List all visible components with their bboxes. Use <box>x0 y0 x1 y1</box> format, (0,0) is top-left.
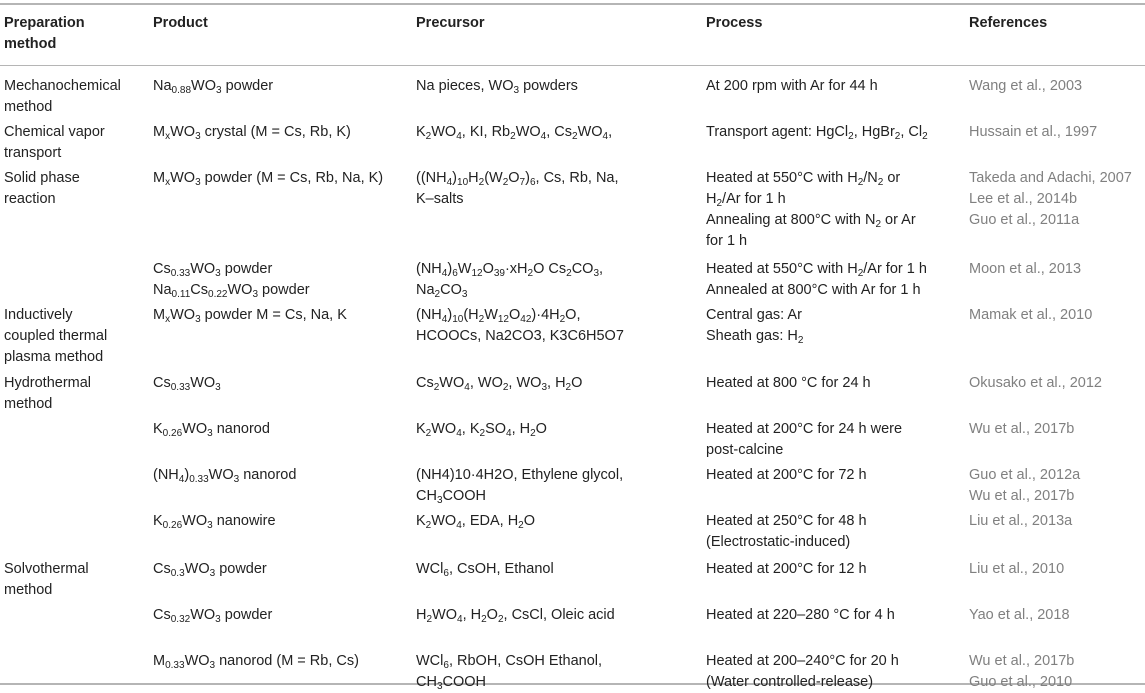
cell-references: Wu et al., 2017b Guo et al., 2010 <box>969 653 1075 690</box>
cell-product: $M_xWO_3$ crystal (M = Cs, Rb, K) <box>153 124 351 142</box>
cell-precursor: $K_2WO_4$, EDA, $H_2O$ <box>416 513 536 531</box>
cell-method: Mechanochemical method <box>4 78 121 115</box>
cell-product: $M_xWO_3$ powder (M = Cs, Rb, Na, K) <box>153 170 384 188</box>
cell-references: Moon et al., 2013 <box>969 261 1082 277</box>
cell-references: Liu et al., 2010 <box>969 561 1065 577</box>
header-rule <box>0 65 1145 66</box>
cell-process: At 200 rpm with Ar for 44 h <box>706 78 878 94</box>
cell-product: $Cs_{0.33}WO_3$ powder $Na_{0.11}Cs_{0.22}WO_3$ powder <box>153 261 310 300</box>
cell-process: Heated at 200°C for 24 h were post-calcine <box>706 421 903 458</box>
column-header: Precursor <box>416 15 485 31</box>
cell-product: $M_xWO_3$ powder M = Cs, Na, K <box>153 307 347 325</box>
cell-references: Mamak et al., 2010 <box>969 307 1093 323</box>
column-header: Product <box>153 15 208 31</box>
cell-references: Takeda and Adachi, 2007 Lee et al., 2014b Guo et al., 2011a <box>969 170 1132 228</box>
cell-precursor: $K_2WO_4$, $K_2SO_4$, $H_2O$ <box>416 421 547 439</box>
cell-process: Heated at 200°C for 12 h <box>706 561 867 577</box>
cell-product: $(NH_4)_{0.33}WO_3$ nanorod <box>153 467 297 485</box>
cell-process: Heated at 200°C for 72 h <box>706 467 867 483</box>
cell-product: $Na_{0.88}WO_3$ powder <box>153 78 274 96</box>
column-header: Preparation method <box>4 15 85 52</box>
column-header: References <box>969 15 1048 31</box>
cell-precursor: $(NH_4)_{10}(H_2W_{12}O_{42})\cdot 4H_2O$, HCOOCs, Na2CO3, K3C6H5O7 <box>416 307 624 344</box>
cell-method: Chemical vapor transport <box>4 124 105 161</box>
cell-references: Wu et al., 2017b <box>969 421 1075 437</box>
cell-process: Heated at 250°C for 48 h (Electrostatic-induced) <box>706 513 867 550</box>
cell-references: Wang et al., 2003 <box>969 78 1083 94</box>
cell-references: Hussain et al., 1997 <box>969 124 1098 140</box>
cell-precursor: $Cs_2WO_4$, $WO_2$, $WO_3$, $H_2O$ <box>416 375 583 393</box>
cell-product: $Cs_{0.32}WO_3$ powder <box>153 607 273 625</box>
cell-product: $K_{0.26}WO_3$ nanowire <box>153 513 276 531</box>
cell-process: Transport agent: HgCl$_2$, HgBr$_2$, $Cl_2$ <box>706 124 928 142</box>
cell-precursor: Na pieces, $WO_3$ powders <box>416 78 578 96</box>
cell-process: Central gas: Ar Sheath gas: $H_2$ <box>706 307 804 346</box>
top-rule <box>0 3 1145 5</box>
cell-product: $K_{0.26}WO_3$ nanorod <box>153 421 270 439</box>
cell-process: Heated at 550°C with $H_2/Ar$ for 1 h Annealed at 800°C with Ar for 1 h <box>706 261 927 298</box>
cell-precursor: ($(NH_4)_{10}H_2(W_2O_7)_6$, Cs, Rb, Na, K–salts <box>416 170 619 207</box>
cell-precursor: WCl$_6$, CsOH, Ethanol <box>416 561 554 579</box>
cell-process: Heated at 220–280 °C for 4 h <box>706 607 895 623</box>
cell-process: Heated at 800 °C for 24 h <box>706 375 871 391</box>
cell-method: Inductively coupled thermal plasma method <box>4 307 108 365</box>
cell-references: Liu et al., 2013a <box>969 513 1073 529</box>
cell-product: $M_{0.33}WO_3$ nanorod (M = Rb, Cs) <box>153 653 359 671</box>
cell-method: Hydrothermal method <box>4 375 92 412</box>
cell-precursor: $H_2WO_4$, $H_2O_2$, CsCl, Oleic acid <box>416 607 615 625</box>
cell-precursor: $K_2WO_4$, KI, $Rb_2WO_4$, $Cs_2WO_4$, <box>416 124 613 142</box>
cell-precursor: $(NH_4)_6W_{12}O_{39}\cdot xH_2O$ $Cs_2CO_3$, $Na_2CO_3$ <box>416 261 604 300</box>
cell-product: $Cs_{0.3}WO_3$ powder <box>153 561 267 579</box>
cell-method: Solvothermal method <box>4 561 89 598</box>
cell-references: Yao et al., 2018 <box>969 607 1070 623</box>
cell-process: Heated at 550°C with $H_2/N_2$ or $H_2/Ar$ for 1 h Annealing at 800°C with $N_2$ or Ar for 1 h <box>706 170 916 249</box>
cell-process: Heated at 200–240°C for 20 h (Water controlled-release) <box>706 653 899 690</box>
column-header: Process <box>706 15 763 31</box>
cell-references: Guo et al., 2012a Wu et al., 2017b <box>969 467 1081 504</box>
cell-precursor: WCl$_6$, RbOH, CsOH Ethanol, $CH_3COOH$ <box>416 653 603 692</box>
cell-references: Okusako et al., 2012 <box>969 375 1102 391</box>
cell-precursor: (NH4)10·4H2O, Ethylene glycol, $CH_3COOH$ <box>416 467 624 506</box>
cell-product: $Cs_{0.33}WO_3$ <box>153 375 221 393</box>
cell-method: Solid phase reaction <box>4 170 80 207</box>
